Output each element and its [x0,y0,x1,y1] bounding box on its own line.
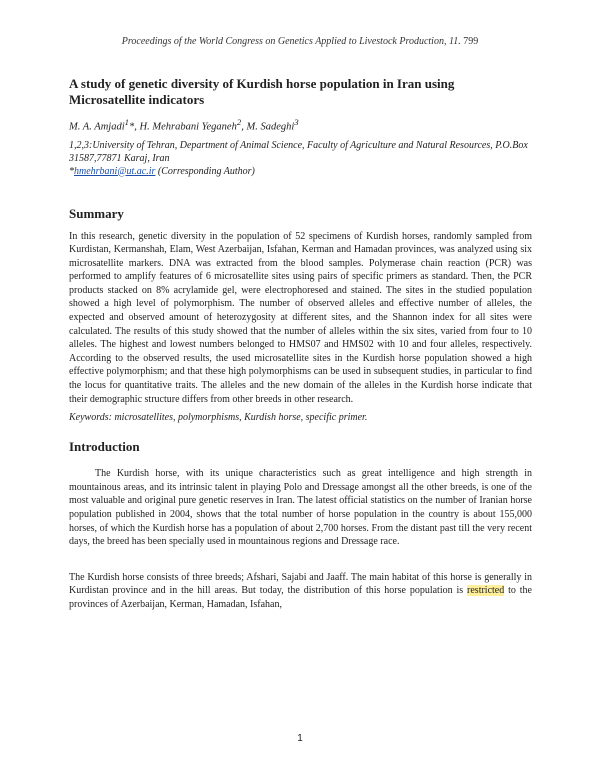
paper-title: A study of genetic diversity of Kurdish horse population in Iran using Microsatellite indicators [69,76,455,107]
author-2: H. Mehrabani Yeganeh [139,121,237,133]
author-1: M. A. Amjadi [69,121,125,133]
author-1-affil: 1 [124,117,129,127]
email-link[interactable]: hmehrbani@ut.ac.ir [74,165,156,177]
corresponding-mark: * [129,121,135,133]
author-2-affil: 2 [236,117,242,127]
author-list: M. A. Amjadi$^1$*, H. Mehrabani Yeganeh$^2$, M. Sadeghi$^3$ [69,117,299,133]
header-page-ref: 799 [463,36,479,47]
email-prefix: * [69,165,74,177]
highlighted-text[interactable]: restricted [467,585,505,597]
corresponding-email-line [69,165,532,178]
author-3-affil: 3 [294,117,299,127]
intro-p2-text-end: to the provinces of Azerbaijan, Kerman, Hamadan, Isfahan, [69,585,532,610]
email-suffix: (Corresponding Author) [155,165,255,177]
page-content [69,76,532,612]
author-3: M. Sadeghi [246,121,295,133]
keywords: Keywords: microsatellites, polymorphisms, Kurdish horse, specific primer. [69,412,368,424]
introduction-paragraph-1: The Kurdish horse, with its unique characteristics such as great intelligence and high strength in mountainous areas, and its intrinsic talent in playing Polo and Dressage amongst all the other breeds, is one of the most valuable and original pure genetic reserves in Iran. The latest official statistics on the number of Iranian horse population published in 2004, shows that the total number of horse population in the country is about 155,000 horses, of which the Kurdish horse has a population of about 2,700 horses. From the distant past till the very recent days, the breed has been specially used in mountainous regions and Dressage race. [69,468,532,548]
introduction-heading: Introduction [69,439,140,455]
affiliation: 1,2,3:University of Tehran, Department of Animal Science, Faculty of Agriculture and Natural Resources, P.O.Box 31587,77871 Karaj, Iran [69,139,528,164]
summary-text: In this research, genetic diversity in the population of 52 specimens of Kurdish horses, randomly sampled from Kurdistan, Kermanshah, Elam, West Azerbaijan, Isfahan, Kerman and Hamadan provinces, was analyzed using six microsatellite markers. DNA was extracted from the blood samples. Polymerase chain reaction (PCR) was performed to amplify features of 6 microsatellite sites using pairs of specific primers as standard. Then, the PCR products stacked on 8% acrylamide gel, were electrophoresed and stained. The sites in the studied population showed a high level of polymorphism. The number of observed alleles and effective number of alleles, the expected and observed amount of heterozygosity at different sites, and the Shannon index for all sites were calculated. The results of this study showed that the number of alleles within the six sites, varied from four to 10 alleles. The highest and lowest numbers belonged to HMS07 and HMS02 with 10 and four alleles, respectively. According to the observed results, the used microsatellite sites in the Kurdish horse population showed a high effective polymorphism; and that these high polymorphisms can be used in subsequent studies, in particular to find the locus for quantitative traits. The alleles and the new domain of the alleles in the Kurdish horse indicate that their demographic structure differs from other breeds in other research. [69,230,532,405]
running-title: Proceedings of the World Congress on Genetics Applied to Livestock Production, 11. [121,36,461,47]
introduction-paragraph-2 [69,571,532,612]
intro-p2-text-start: The Kurdish horse consists of three breeds; Afshari, Sajabi and Jaaff. The main habitat of this horse is generally in Kurdistan province and in the hill areas. But today, the distribution of this horse population is [69,571,532,597]
running-header [0,36,600,47]
page-number: 1 [297,733,303,744]
summary-heading: Summary [69,205,124,221]
